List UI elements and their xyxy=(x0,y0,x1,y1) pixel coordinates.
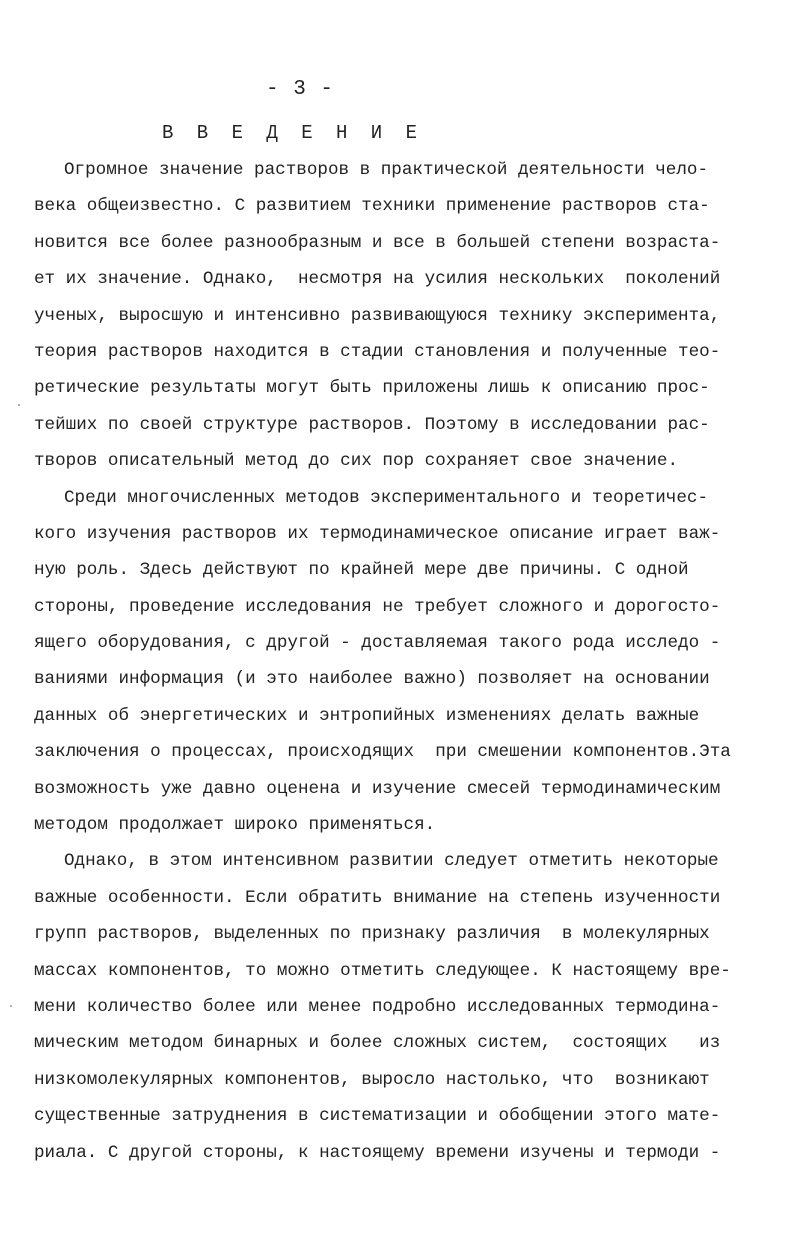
scan-speck xyxy=(18,404,20,406)
text-line: данных об энергетических и энтропийных изменениях делать важные xyxy=(34,705,700,726)
text-line: ную роль. Здесь действуют по крайней мере две причины. С одной xyxy=(34,560,689,581)
scan-speck xyxy=(10,1005,12,1007)
text-line: мическим методом бинарных и более сложных систем, состоящих из xyxy=(34,1033,721,1054)
body-text xyxy=(34,152,764,1171)
text-line: ет их значение. Однако, несмотря на усилия нескольких поколений xyxy=(34,269,721,290)
text-line: низкомолекулярных компонентов, выросло настолько, что возникают xyxy=(34,1069,710,1090)
text-line: групп растворов, выделенных по признаку различия в молекулярных xyxy=(34,924,710,945)
text-line: стороны, проведение исследования не требует сложного и дорогосто- xyxy=(34,596,721,617)
text-line: важные особенности. Если обратить внимание на степень изученности xyxy=(34,887,721,908)
text-line: тейших по своей структуре растворов. Поэтому в исследовании рас- xyxy=(34,414,710,435)
text-line: века общеизвестно. С развитием техники применение растворов ста- xyxy=(34,196,710,217)
section-heading: В В Е Д Е Н И Е xyxy=(161,122,424,144)
text-line: существенные затруднения в систематизации и обобщении этого мате- xyxy=(34,1106,721,1127)
text-line: методом продолжает широко применяться. xyxy=(34,815,436,836)
text-line: массах компонентов, то можно отметить следующее. К настоящему вре- xyxy=(34,960,731,981)
text-line: ящего оборудования, с другой - доставляемая такого рода исследо - xyxy=(34,633,721,654)
text-line: Однако, в этом интенсивном развитии следует отметить некоторые xyxy=(64,851,719,872)
text-line: заключения о процессах, происходящих при смешении компонентов.Эта xyxy=(34,742,731,763)
text-line: новится все более разнообразным и все в большей степени возраста- xyxy=(34,232,721,253)
text-line: Огромное значение растворов в практической деятельности чело- xyxy=(64,160,709,180)
text-line: риала. С другой стороны, к настоящему времени изучены и термоди - xyxy=(34,1142,721,1163)
text-line: ученых, выросшую и интенсивно развивающуюся технику эксперимента, xyxy=(34,305,721,326)
text-line: кого изучения растворов их термодинамическое описание играет важ- xyxy=(34,523,721,544)
text-line: ваниями информация (и это наиболее важно) позволяет на основании xyxy=(34,669,710,690)
text-line: теория растворов находится в стадии становления и полученные тео- xyxy=(34,341,721,362)
text-line: ретические результаты могут быть приложены лишь к описанию прос- xyxy=(34,378,710,399)
page-number: - 3 - xyxy=(265,78,334,101)
text-line: творов описательный метод до сих пор сохраняет свое значение. xyxy=(34,451,679,472)
text-line: мени количество более или менее подробно исследованных термодина- xyxy=(34,996,721,1017)
text-line: Среди многочисленных методов экспериментального и теоретичес- xyxy=(64,487,709,508)
text-line: возможность уже давно оценена и изучение смесей термодинамическим xyxy=(34,778,721,799)
